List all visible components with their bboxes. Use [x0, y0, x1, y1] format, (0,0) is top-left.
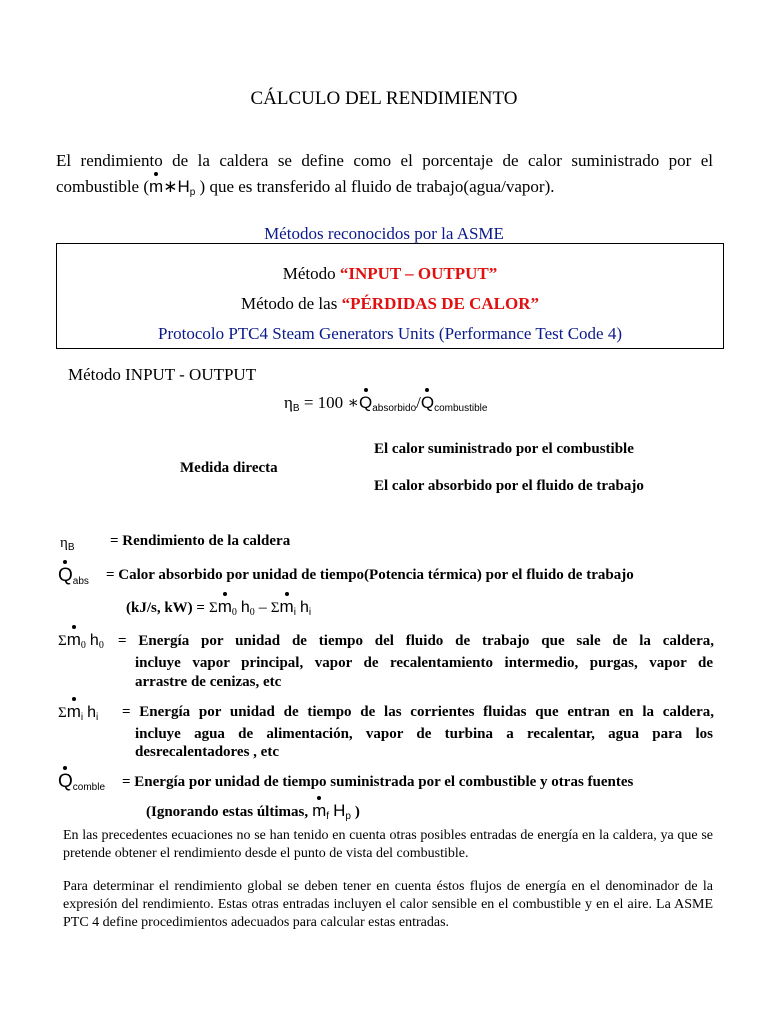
eta-sub: B: [292, 403, 300, 414]
eta-def: = Rendimiento de la caldera: [110, 533, 291, 549]
h-p-symbol: H: [333, 801, 346, 820]
sub-0-1: 0: [231, 607, 237, 618]
m-dot-3: m: [66, 630, 81, 649]
methods-box: [56, 243, 724, 349]
sigma-2: Σ: [270, 600, 280, 616]
sub-f: f: [326, 811, 330, 822]
sigma-3: Σ: [58, 633, 67, 649]
mi-def-line-3: desrecalentadores , etc: [135, 744, 279, 760]
methods-title: Métodos reconocidos por la ASME: [264, 224, 504, 243]
intro-line-2: [56, 177, 555, 198]
m-dot-4: m: [66, 702, 81, 721]
eta-symbol-def: η: [60, 535, 68, 551]
box-line-2: [57, 294, 723, 314]
efficiency-equation: [284, 393, 487, 414]
sub-i-h2: i: [308, 607, 312, 618]
minus-sign: –: [258, 599, 267, 616]
q-dot-symbol-2: Q: [420, 393, 435, 412]
eta-sub-def: B: [67, 542, 75, 553]
star-symbol: ∗: [163, 177, 178, 196]
intro-line-2-post: ) que es transferido al fluido de trabajo(agua/vapor).: [199, 177, 555, 196]
mi-symbol: [58, 702, 98, 723]
mi-def-line-1: = Energía por unidad de tiempo de las corrientes fluidas que entran en la caldera,: [122, 704, 714, 720]
intro-line-2-pre: combustible (: [56, 177, 150, 196]
paragraph-3: Para determinar el rendimiento global se deben tener en cuenta éstos flujos de energía en el denominador de la expresión del rendimiento. Estas otras entradas incluyen el calor sensible en el combustible y en el aire. La ASME PTC 4 define procedimientos adecuados para calcular estas entradas.: [63, 879, 713, 930]
eta-b-symbol: [60, 535, 75, 553]
h-3: h: [89, 632, 99, 649]
units-label: (kJ/s, kW) =: [126, 600, 205, 616]
ignoring-pre: (Ignorando estas últimas,: [146, 804, 309, 820]
q-abs-symbol: [58, 565, 89, 587]
method-io-heading: Método INPUT - OUTPUT: [68, 365, 257, 384]
q-comb-symbol: [58, 771, 105, 793]
q-combustible-sub: combustible: [434, 403, 488, 414]
ignoring-post: ): [354, 804, 360, 820]
q-abs-def: = Calor absorbido por unidad de tiempo(Potencia térmica) por el fluido de trabajo: [106, 567, 634, 583]
m-dot-f: m: [312, 801, 327, 820]
sub-0-h1: 0: [249, 607, 255, 618]
slash: /: [416, 393, 421, 412]
m0-def-line-2: incluye vapor principal, vapor de recalentamiento intermedio, purgas, vapor de: [135, 655, 713, 671]
intro-line-1: El rendimiento de la caldera se define como el porcentaje de calor suministrado por el: [56, 151, 713, 170]
page-title: CÁLCULO DEL RENDIMIENTO: [250, 88, 518, 109]
direct-fuel: El calor suministrado por el combustible: [374, 441, 634, 457]
sub-0-3: 0: [80, 640, 86, 651]
box-line-1-pre: Método: [282, 264, 340, 283]
m0-symbol: [58, 630, 104, 651]
m-dot-1: m: [217, 597, 232, 616]
h-symbol: H: [177, 177, 190, 196]
direct-label: Medida directa: [180, 460, 278, 476]
q-dot-abs: Q: [58, 565, 73, 586]
q-comb-sub: comble: [72, 782, 106, 793]
sub-i-h4: i: [96, 712, 99, 723]
h-1: h: [240, 599, 250, 616]
q-dot-comb: Q: [58, 771, 73, 792]
sub-p-2: p: [345, 811, 351, 822]
h-2: h: [299, 599, 309, 616]
paragraph-2: En las precedentes ecuaciones no se han tenido en cuenta otras posibles entradas de energía en la caldera, ya que se pretende obtener el rendimiento desde el punto de vista del combustible.: [63, 828, 713, 861]
box-line-2-pre: Método de las: [241, 294, 342, 313]
mi-def-line-2: incluye agua de alimentación, vapor de turbina a recalentar, agua para los: [135, 726, 713, 742]
sigma-1: Σ: [208, 600, 218, 616]
m0-def-line-3: arrastre de cenizas, etc: [135, 674, 282, 690]
box-line-3: Protocolo PTC4 Steam Generators Units (Performance Test Code 4): [157, 324, 622, 343]
q-dot-symbol: Q: [358, 393, 373, 412]
q-comb-def: = Energía por unidad de tiempo suministrada por el combustible y otras fuentes: [122, 774, 634, 790]
q-absorbido-sub: absorbido: [372, 403, 417, 414]
method-perdidas: “PÉRDIDAS DE CALOR”: [341, 294, 539, 313]
sigma-4: Σ: [58, 705, 67, 721]
sub-p: p: [189, 187, 196, 198]
m0-def-line-1: = Energía por unidad de tiempo del fluido de trabajo que sale de la caldera,: [118, 633, 714, 649]
equals-100: = 100 ∗: [303, 393, 359, 412]
sub-i-4: i: [80, 712, 84, 723]
m-dot-2: m: [279, 597, 294, 616]
sub-i-1: i: [293, 607, 296, 618]
units-formula: [126, 597, 311, 618]
q-abs-sub: abs: [72, 576, 89, 587]
eta-symbol: η: [284, 393, 293, 412]
box-line-1: [57, 264, 723, 284]
h-4: h: [87, 704, 97, 721]
sub-0-h3: 0: [98, 640, 104, 651]
method-input-output: “INPUT – OUTPUT”: [339, 264, 498, 283]
direct-fluid: El calor absorbido por el fluido de trabajo: [374, 478, 644, 494]
m-dot-symbol: m: [149, 177, 164, 196]
ignoring-line: [146, 801, 360, 822]
